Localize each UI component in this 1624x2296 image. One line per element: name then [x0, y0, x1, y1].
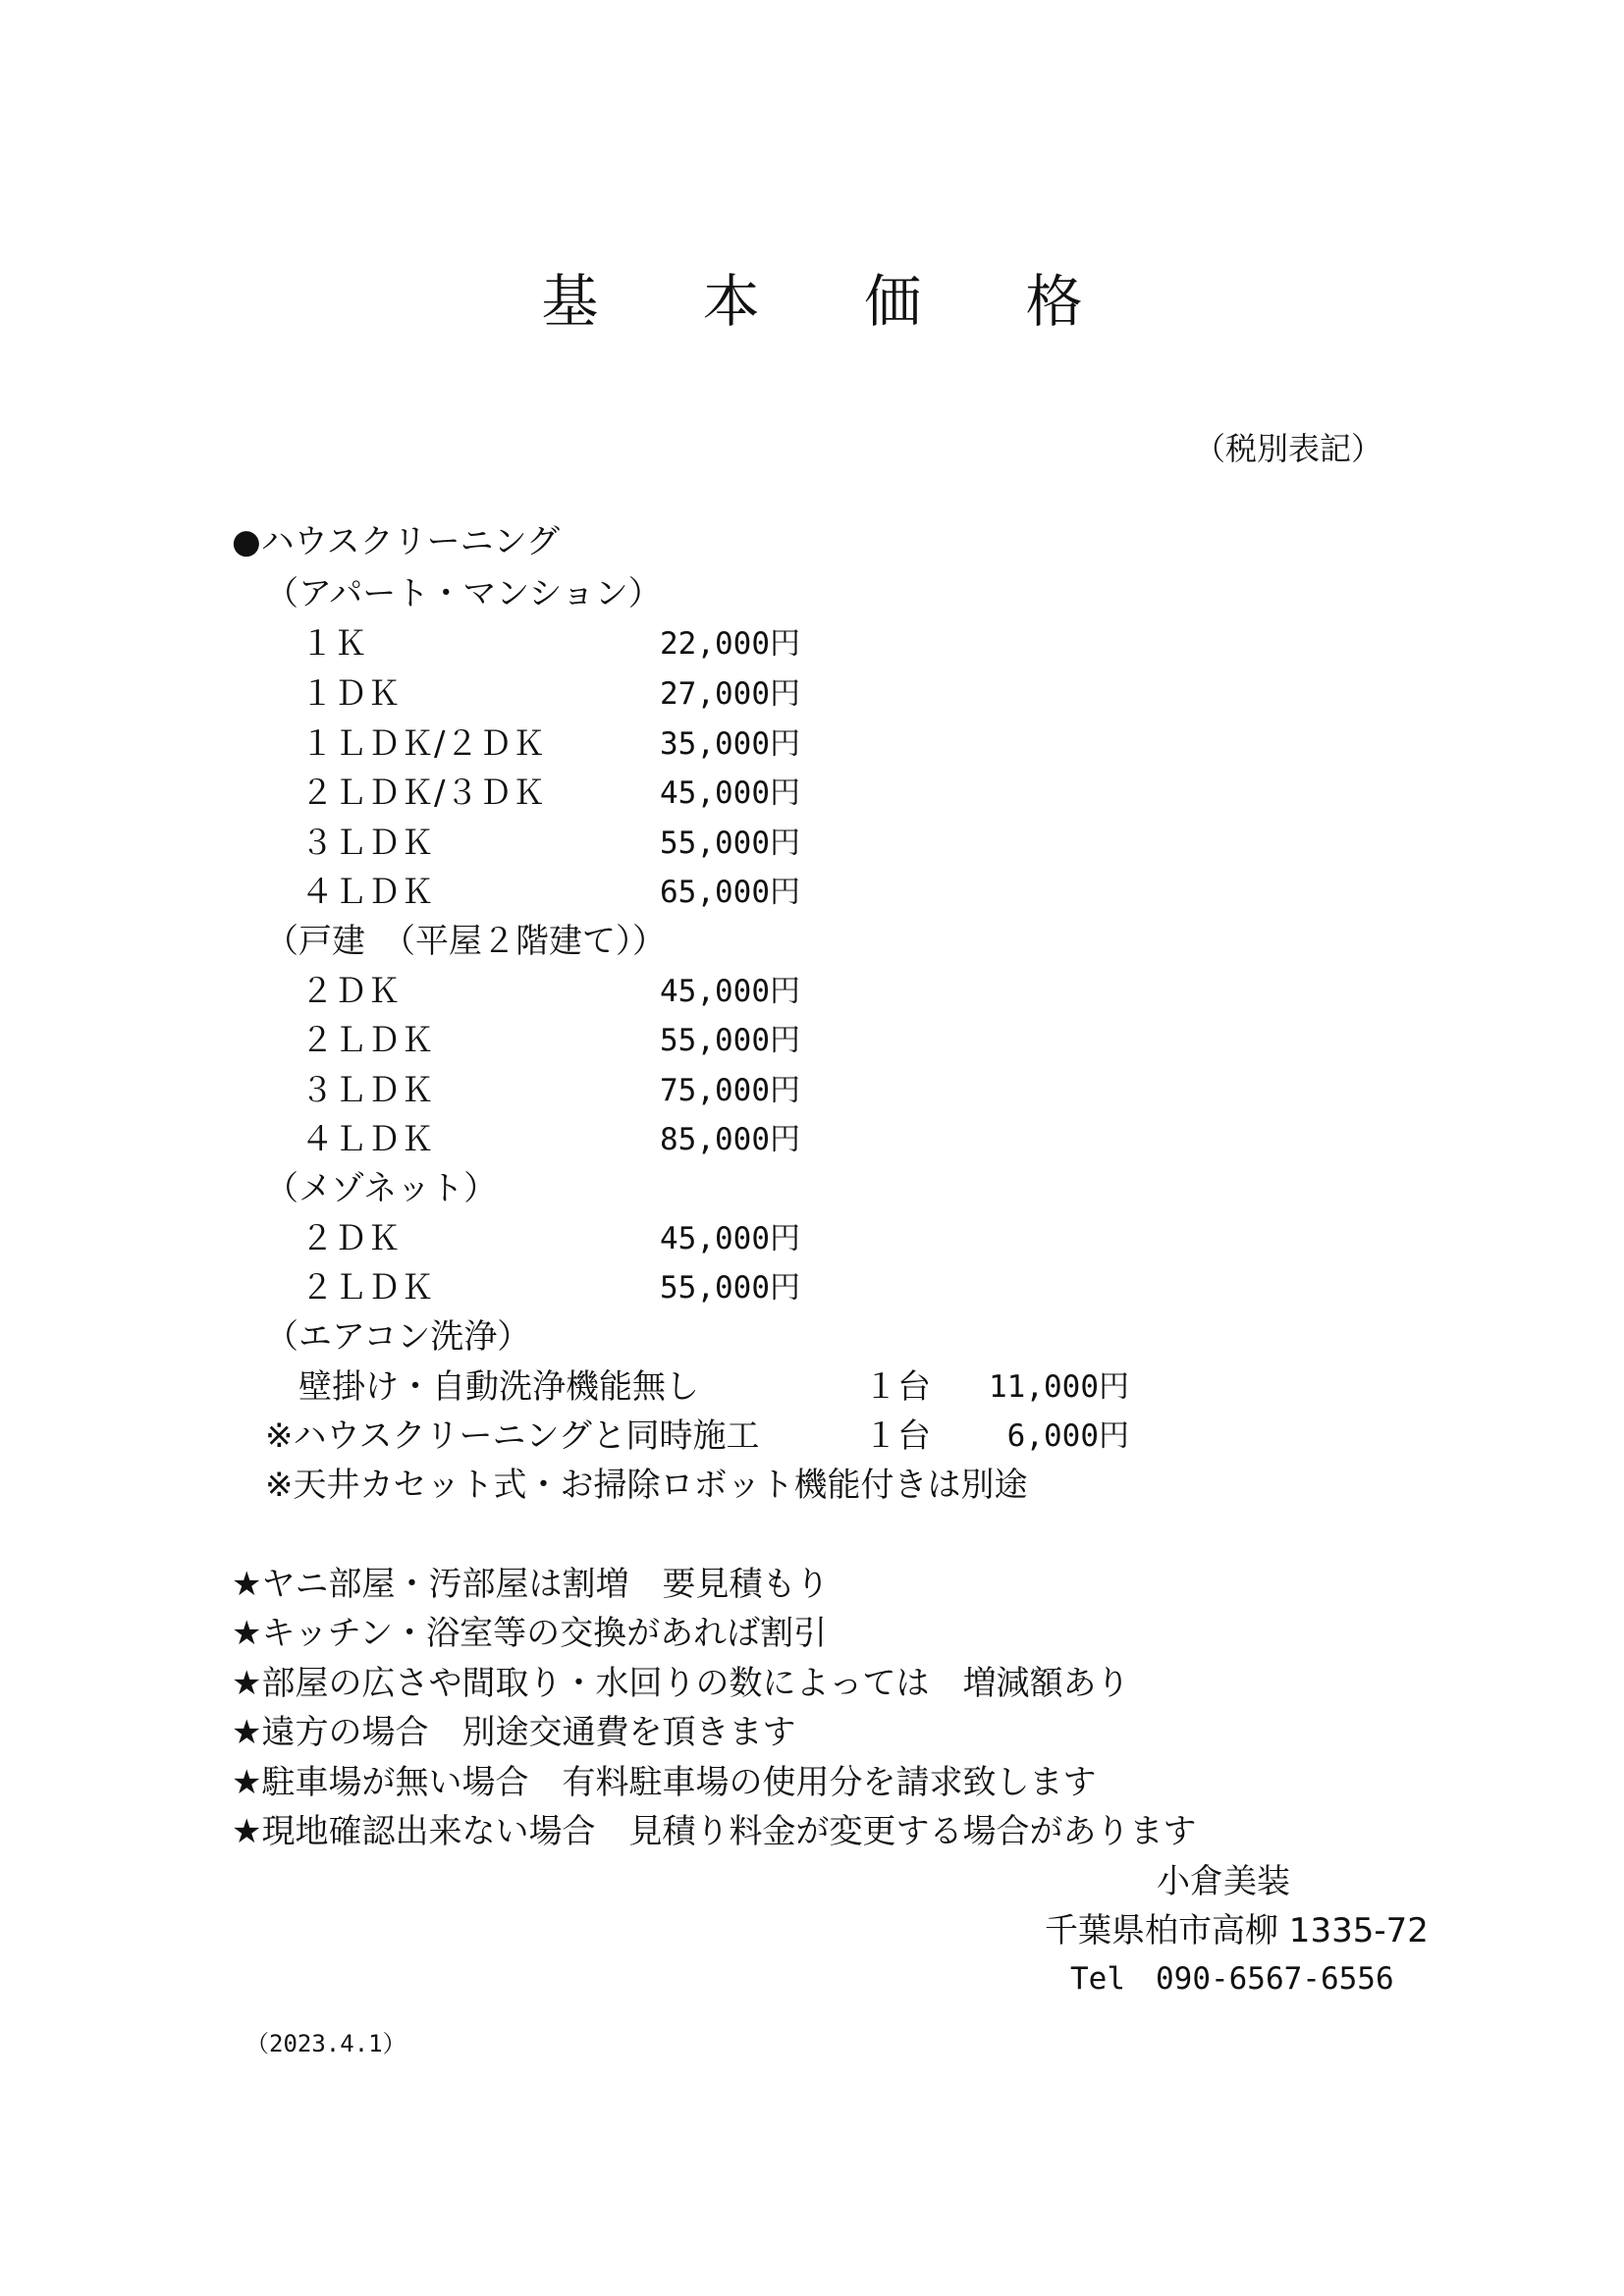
company-name: 小倉美装 — [1157, 1862, 1290, 1901]
aircon-row-price: 11,000円 — [989, 1369, 1129, 1405]
apartment-row-name: １Ｋ — [300, 624, 367, 664]
apartment-row-price: 65,000円 — [660, 875, 800, 910]
detached-row-price: 85,000円 — [660, 1122, 800, 1157]
maisonette-row-name: ２ＬＤＫ — [300, 1268, 434, 1308]
apartment-row-name: １ＬＤＫ/２ＤＫ — [300, 724, 546, 764]
note-item: ★現地確認出来ない場合 見積り料金が変更する場合があります — [232, 1812, 1197, 1851]
house-cleaning-heading: ●ハウスクリーニング — [232, 522, 560, 561]
aircon-row-name: ※ハウスクリーニングと同時施工 — [265, 1416, 760, 1456]
apartment-row-price: 55,000円 — [660, 826, 800, 861]
aircon-row-name: 壁掛け・自動洗浄機能無し — [298, 1367, 699, 1407]
page-title: 基 本 価 格 — [541, 268, 1126, 335]
aircon-label: （エアコン洗浄） — [265, 1317, 531, 1357]
apartment-row-name: ４ＬＤＫ — [300, 873, 434, 912]
apartment-row-name: １ＤＫ — [300, 674, 401, 714]
maisonette-label: （メゾネット） — [265, 1169, 498, 1208]
apartment-row-price: 35,000円 — [660, 726, 800, 762]
apartment-row-price: 22,000円 — [660, 626, 800, 662]
note-item: ★キッチン・浴室等の交換があれば割引 — [232, 1614, 828, 1653]
maisonette-row-price: 55,000円 — [660, 1270, 800, 1306]
apartment-row-price: 27,000円 — [660, 676, 800, 712]
detached-row-price: 45,000円 — [660, 974, 800, 1009]
note-item: ★遠方の場合 別途交通費を頂きます — [232, 1713, 796, 1752]
detached-row-name: ４ＬＤＫ — [300, 1120, 434, 1159]
detached-row-name: ３ＬＤＫ — [300, 1071, 434, 1110]
apartment-row-price: 45,000円 — [660, 775, 800, 811]
detached-row-price: 55,000円 — [660, 1023, 800, 1058]
maisonette-row-price: 45,000円 — [660, 1221, 800, 1256]
maisonette-row-name: ２ＤＫ — [300, 1219, 401, 1258]
note-item: ★部屋の広さや間取り・水回りの数によっては 増減額あり — [232, 1664, 1130, 1703]
detached-label: （戸建 （平屋２階建て）） — [265, 922, 666, 961]
company-tel: Tel 090-6567-6556 — [1070, 1961, 1394, 1997]
detached-row-name: ２ＬＤＫ — [300, 1021, 434, 1060]
apartment-row-name: ２ＬＤＫ/３ＤＫ — [300, 774, 546, 813]
detached-row-price: 75,000円 — [660, 1073, 800, 1108]
detached-row-name: ２ＤＫ — [300, 972, 401, 1011]
note-item: ★駐車場が無い場合 有料駐車場の使用分を請求致します — [232, 1763, 1097, 1802]
aircon-row-price: 6,000円 — [1006, 1418, 1129, 1454]
company-address: 千葉県柏市高柳 1335-72 — [1045, 1911, 1429, 1950]
aircon-row-unit: １台 — [864, 1416, 931, 1456]
document-date: （2023.4.1） — [245, 2030, 406, 2057]
tax-note: （税別表記） — [1193, 430, 1382, 467]
apartment-label: （アパート・マンション） — [265, 574, 662, 614]
aircon-note: ※天井カセット式・お掃除ロボット機能付きは別途 — [265, 1466, 1028, 1505]
aircon-row-unit: １台 — [864, 1367, 931, 1407]
apartment-row-name: ３ＬＤＫ — [300, 824, 434, 863]
note-item: ★ヤニ部屋・汚部屋は割増 要見積もり — [232, 1565, 830, 1604]
